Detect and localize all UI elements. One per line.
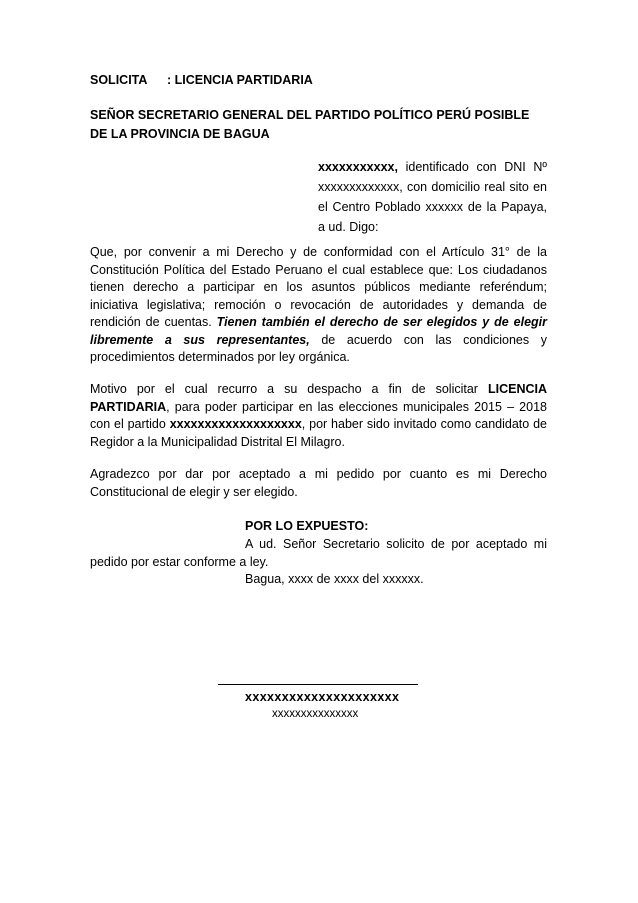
closing-request	[90, 536, 547, 571]
paragraph-3-text: Agradezco por dar por aceptado a mi pedido por cuanto es mi Derecho Constitucional de elegir y ser elegido.	[90, 467, 547, 499]
closing-line-1: A ud. Señor Secretario solicito de por aceptado mi	[245, 537, 547, 551]
addressee-line-1: SEÑOR SECRETARIO GENERAL DEL PARTIDO POLÍTICO PERÚ POSIBLE	[90, 108, 530, 122]
addressee-line-2: DE LA PROVINCIA DE BAGUA	[90, 127, 270, 141]
date-line: Bagua, xxxx de xxxx del xxxxxx.	[245, 572, 424, 586]
closing-line-2: pedido por estar conforme a ley.	[90, 554, 269, 569]
paragraph-2-text-a: Motivo por el cual recurro a su despacho a fin de solicitar	[90, 382, 488, 396]
paragraph-1-text-b: de acuerdo con las condiciones y procedimientos determinados por ley orgánica.	[90, 332, 547, 364]
paragraph-2-text-c: , por haber sido invitado como candidato de Regidor a la Municipalidad Distrital El Milagro.	[90, 417, 547, 449]
signature-line	[218, 684, 418, 685]
paragraph-1-emphasis: Tienen también el derecho de ser elegidos y de elegir libremente a sus representantes,	[90, 315, 547, 347]
paragraph-1-text-a: Que, por convenir a mi Derecho y de conformidad con el Artículo 31° de la Constitución Política del Estado Peruano el cual establece que: Los ciudadanos tienen derecho a participar en los asuntos públicos mediante referéndum; iniciativa legislativa; remoción o revocación de autoridades y demanda de rendición de cuentas.	[90, 245, 547, 329]
paragraph-2-text-b: , para poder participar en las elecciones municipales 2015 – 2018 con el partido	[90, 399, 547, 431]
signature-name: xxxxxxxxxxxxxxxxxxxxx	[245, 690, 400, 704]
addressee	[90, 106, 547, 144]
applicant-name: xxxxxxxxxxx,	[318, 160, 398, 174]
introduction	[318, 157, 547, 237]
solicita-label: SOLICITA	[90, 73, 148, 87]
paragraph-request	[90, 381, 547, 451]
solicita-value: : LICENCIA PARTIDARIA	[167, 73, 313, 87]
subject-line	[90, 72, 547, 89]
paragraph-legal-basis	[90, 244, 547, 367]
paragraph-thanks	[90, 466, 547, 501]
signature-dni: xxxxxxxxxxxxxxx	[272, 708, 359, 720]
closing-heading: POR LO EXPUESTO:	[245, 519, 369, 533]
paragraph-2-party: xxxxxxxxxxxxxxxxxxx	[169, 417, 302, 431]
paragraph-2-license: LICENCIA PARTIDARIA	[90, 382, 547, 414]
introduction-text: identificado con DNI Nº xxxxxxxxxxxxx, con domicilio real sito en el Centro Poblado xxxxxx de la Papaya, a ud. Digo:	[318, 160, 547, 234]
